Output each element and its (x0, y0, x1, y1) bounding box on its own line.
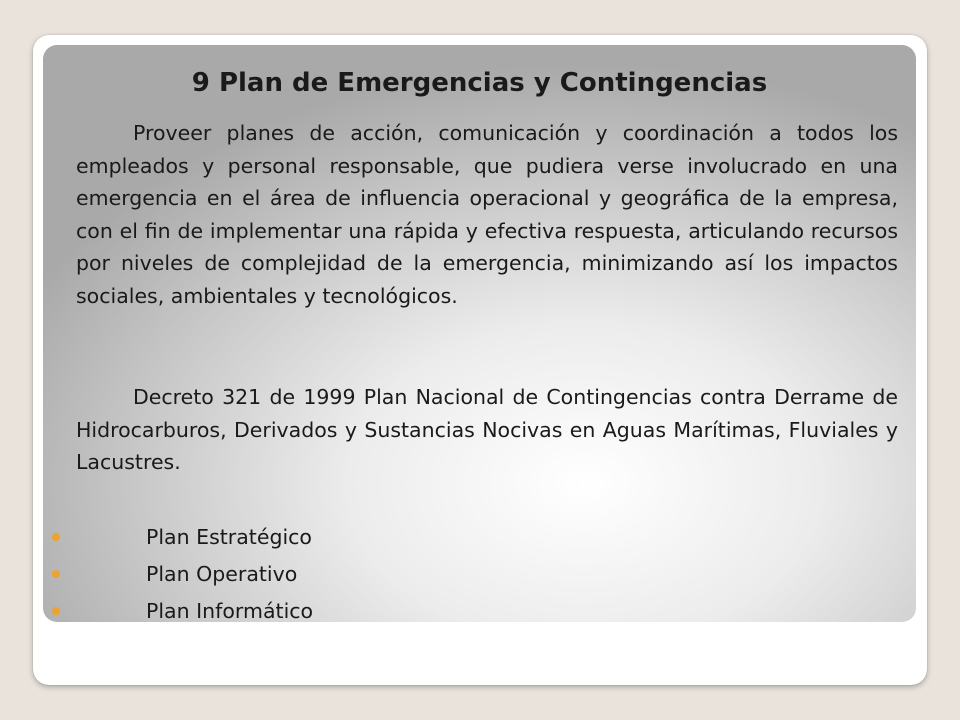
bullet-icon (52, 570, 60, 578)
list-item-label: Plan Operativo (146, 562, 298, 586)
bullet-icon (52, 607, 60, 615)
list-item-label: Plan Estratégico (146, 525, 312, 549)
plan-list (43, 519, 916, 630)
content-panel (43, 45, 916, 622)
list-item (43, 556, 916, 593)
bullet-icon (52, 533, 60, 541)
decree-text: Decreto 321 de 1999 Plan Nacional de Contingencias contra Derrame de Hidrocarburos, Derivados y Sustancias Nocivas en Aguas Marítimas, Fluviales y Lacustres. (76, 385, 898, 474)
description-text: Proveer planes de acción, comunicación y coordinación a todos los empleados y personal responsable, que pudiera verse involucrado en una emergencia en el área de influencia operacional y geográfica de la empresa, con el fin de implementar una rápida y efectiva respuesta, articulando recursos por niveles de complejidad de la emergencia, minimizando así los impactos sociales, ambientales y tecnológicos. (76, 121, 898, 308)
list-item (43, 593, 916, 630)
decree-paragraph (76, 381, 898, 479)
slide-title: 9 Plan de Emergencias y Contingencias (191, 68, 768, 98)
list-item (43, 519, 916, 556)
description-paragraph (76, 117, 898, 312)
list-item-label: Plan Informático (146, 599, 314, 623)
